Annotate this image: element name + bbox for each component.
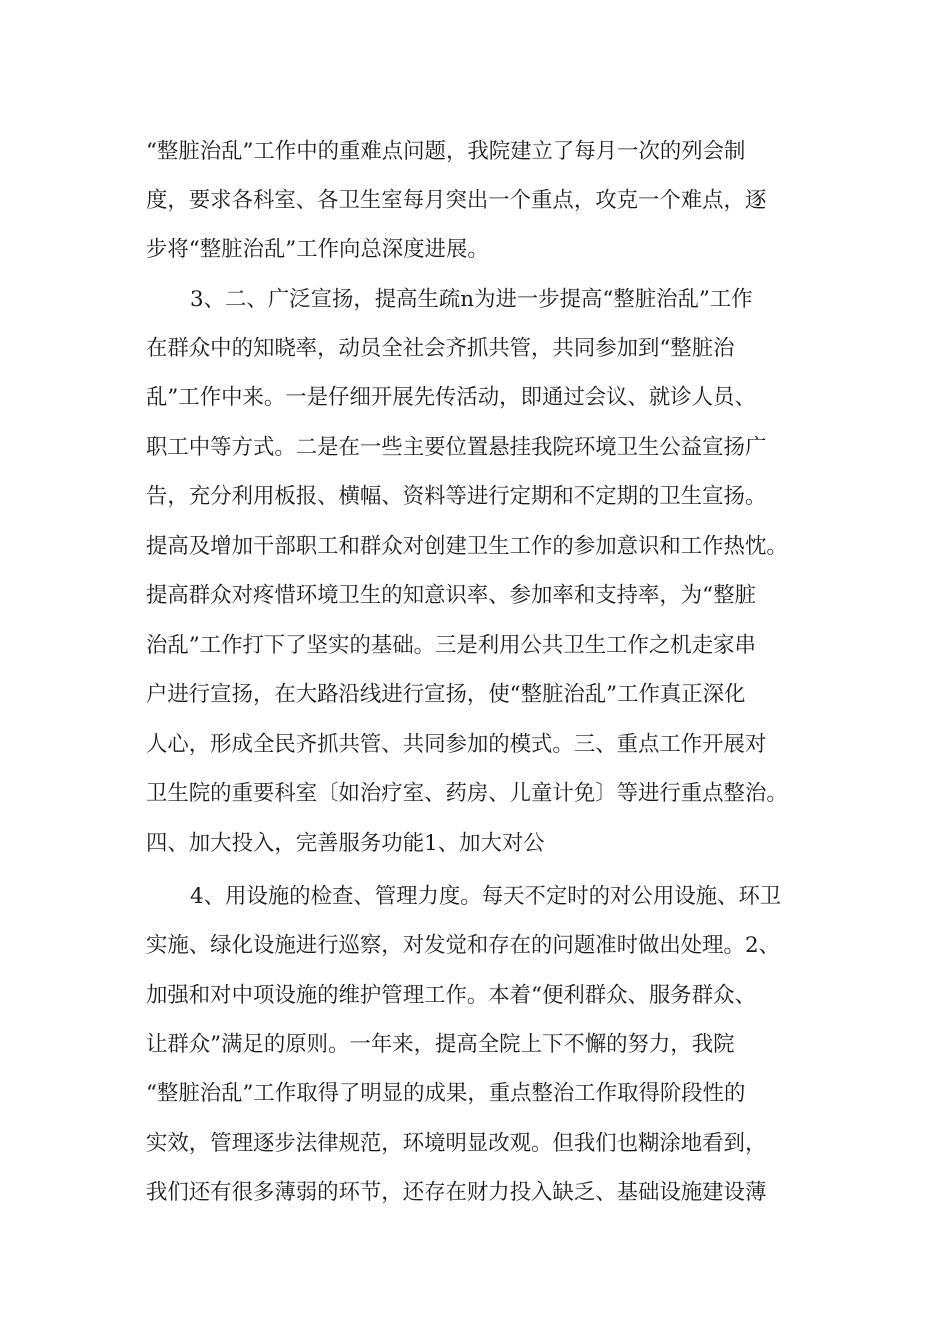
text-line-5: 在群众中的知晓率，动员全社会齐抓共管，共同参加到“整脏治 [146,336,735,361]
text-line-2: 度，要求各科室、各卫生室每月突出一个重点，攻克一个难点，逐 [146,188,767,213]
text-line-13: 人心，形成全民齐抓共管、共同参加的模式。三、重点工作开展对 [146,732,767,757]
text-line-6: 乱”工作中来。一是仔细开展先传活动，即通过会议、就诊人员、 [146,385,756,410]
text-line-3: 步将“整脏治乱”工作向总深度进展。 [146,237,489,262]
text-line-1: “整脏治乱”工作中的重难点问题，我院建立了每月一次的列会制 [146,139,746,164]
text-line-17: 实施、绿化设施进行巡察，对发觉和存在的问题准时做出处理。2、 [146,933,780,958]
text-line-11: 治乱”工作打下了坚实的基础。三是利用公共卫生工作之机走家串 [146,633,756,658]
text-line-22: 我们还有很多薄弱的环节，还存在财力投入缺乏、基础设施建设薄 [146,1180,767,1205]
text-line-9: 提高及增加干部职工和群众对创建卫生工作的参加意识和工作热忱。 [146,534,788,559]
text-line-10: 提高群众对疼惜环境卫生的知意识率、参加率和支持率，为“整脏 [146,583,756,608]
text-line-12: 户进行宣扬，在大路沿线进行宣扬，使“整脏治乱”工作真正深化 [146,682,746,707]
text-line-7: 职工中等方式。二是在一些主要位置悬挂我院环境卫生公益宣扬广 [146,435,767,460]
text-line-21: 实效，管理逐步法律规范，环境明显改观。但我们也糊涂地看到， [146,1131,767,1156]
text-line-20: “整脏治乱”工作取得了明显的成果，重点整治工作取得阶段性的 [146,1081,746,1106]
text-line-8: 告，充分利用板报、横幅、资料等进行定期和不定期的卫生宣扬。 [146,484,767,509]
text-line-16: 4、用设施的检查、管理力度。每天不定时的对公用设施、环卫 [190,884,782,909]
text-line-4: 3、二、广泛宣扬，提高生疏n为进一步提高“整脏治乱”工作 [190,287,753,312]
text-line-14: 卫生院的重要科室〔如治疗室、药房、儿童计免〕等进行重点整治。 [146,781,788,806]
text-line-19: 让群众”满足的原则。一年来，提高全院上下不懈的努力，我院 [146,1032,735,1057]
text-line-15: 四、加大投入，完善服务功能1、加大对公 [146,831,545,856]
text-line-18: 加强和对中项设施的维护管理工作。本着“便利群众、服务群众、 [146,983,756,1008]
